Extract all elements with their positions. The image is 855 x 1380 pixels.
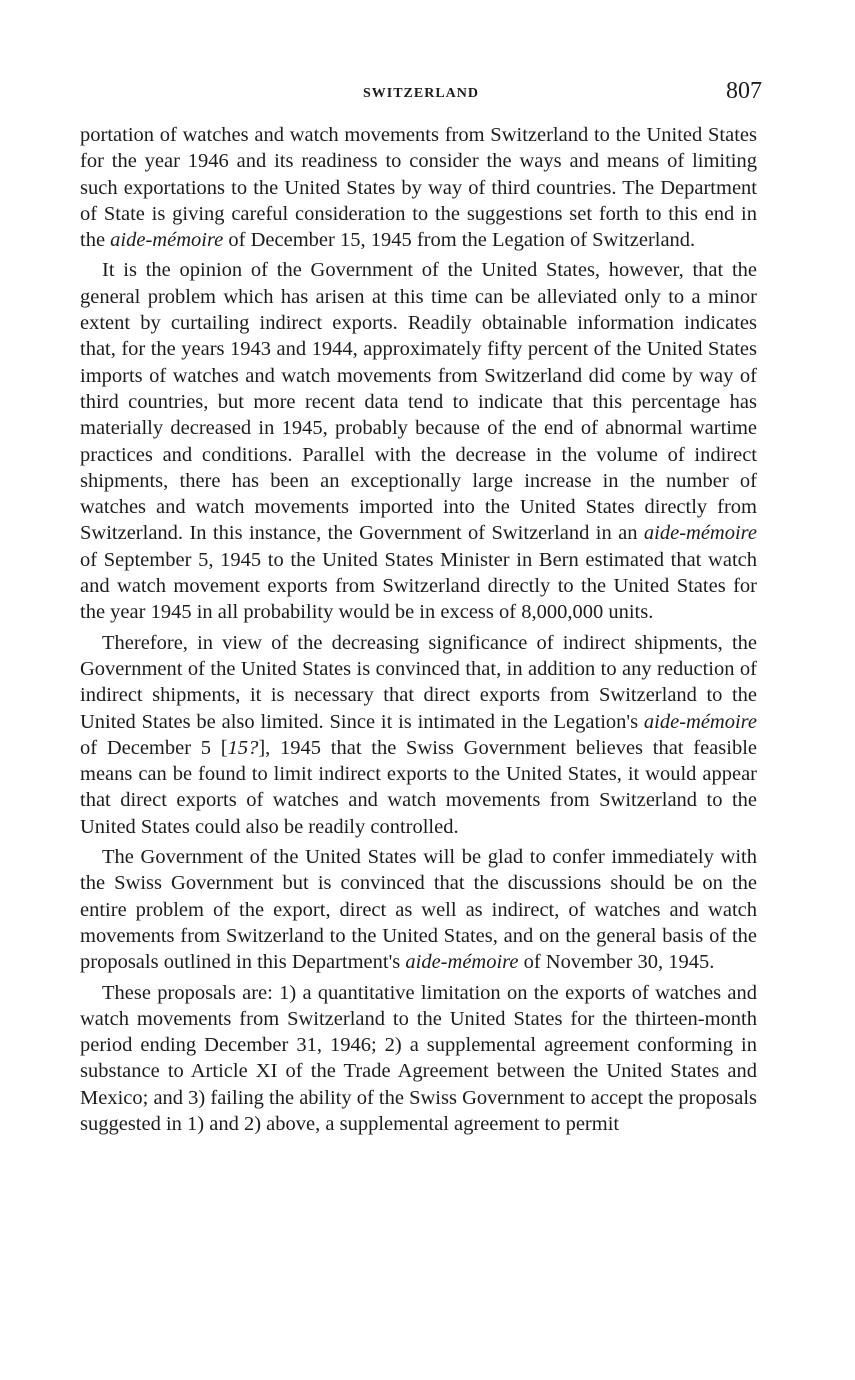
paragraph [80,844,757,975]
text-run: The Government of the United States will be glad to confer immediately with the Swiss Government but is convinced that the discussions should be on the entire problem of the export, direct as well as indirect, of watches and watch movements from Switzerland to the United States, and on the general basis of the proposals outlined in this Department's [80,846,757,974]
body-text [80,122,757,1141]
text-run: ], 1945 that the Swiss Government believes that feasible means can be found to limit indirect exports to the United States, it would appear that direct exports of watches and watch movements from Switzerland to the United States could also be readily controlled. [80,736,757,838]
text-run: of December 15, 1945 from the Legation of Switzerland. [223,229,696,252]
text-run: portation of watches and watch movements from Switzerland to the United States for the year 1946 and its readiness to consider the ways and means of limiting such exportations to the United States by way of third countries. The Department of State is giving careful consideration to the suggestions set forth to this end in the [80,124,757,252]
paragraph [80,630,757,840]
text-run: Therefore, in view of the decreasing significance of indirect shipments, the Government of the United States is convinced that, in addition to any reduction of indirect shipments, it is necessary that direct exports from Switzerland to the United States be also limited. Since it is intimated in the Legation's [80,631,757,733]
italic-term: aide-mémoire [110,229,224,252]
running-title: SWITZERLAND [362,86,480,101]
page-header [80,78,762,112]
paragraph [80,980,757,1138]
page-number: 807 [726,78,762,104]
italic-term: aide-mémoire [643,522,757,545]
text-run: These proposals are: 1) a quantitative limitation on the exports of watches and watch movements from Switzerland to the United States for the thirteen-month period ending December 31, 1946; 2) a supplemental agreement conforming in substance to Article XI of the Trade Agreement between the United States and Mexico; and 3) failing the ability of the Swiss Government to accept the proposals suggested in 1) and 2) above, a supplemental agreement to permit [80,981,757,1135]
text-run: of September 5, 1945 to the United States Minister in Bern estimated that watch and watch movement exports from Switzerland directly to the United States for the year 1945 in all probability would be in excess of 8,000,000 units. [80,548,757,624]
italic-term: aide-mémoire [405,951,519,974]
text-run: of November 30, 1945. [518,951,715,974]
paragraph-continuation [80,122,757,253]
italic-term: aide-mémoire [643,710,757,733]
text-run: of December 5 [ [80,736,228,759]
text-run: It is the opinion of the Government of the United States, however, that the general problem which has arisen at this time can be alleviated only to a minor extent by curtailing indirect exports. Readily obtainable information indicates that, for the years 1943 and 1944, approximately fifty percent of the United States imports of watches and watch movements from Switzerland did come by way of third countries, but more recent data tend to indicate that this percentage has materially decreased in 1945, probably because of the end of abnormal wartime practices and conditions. Parallel with the decrease in the volume of indirect shipments, there has been an exceptionally large increase in the number of watches and watch movements imported into the United States directly from Switzerland. In this instance, the Government of Switzerland in an [80,259,757,545]
paragraph [80,257,757,625]
italic-date-note: 15? [227,736,259,759]
